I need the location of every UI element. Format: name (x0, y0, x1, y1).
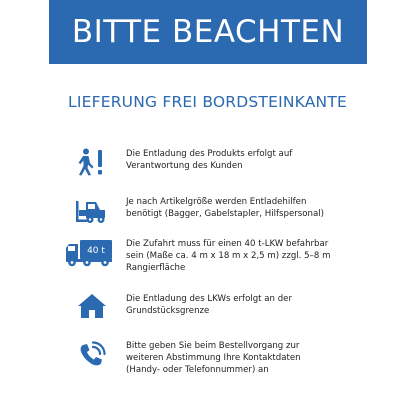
page-title: BITTE BEACHTEN (71, 14, 345, 50)
notice-text: Je nach Artikelgröße werden Entladehilfen benötigt (Bagger, Gabelstapler, Hilfspersonal) (126, 197, 324, 219)
notice-text: Die Entladung des LKWs erfolgt an der Grundstücksgrenze (126, 294, 293, 316)
notice-text: Die Entladung des Produkts erfolgt auf Verantwortung des Kunden (126, 149, 293, 171)
notice-item-responsibility (70, 148, 370, 196)
truck-icon (64, 238, 114, 266)
phone-icon (70, 340, 114, 368)
page-subtitle: LIEFERUNG FREI BORDSTEINKANTE (67, 93, 348, 111)
notice-item-unloading-aids (70, 196, 370, 244)
notice-item-access-road (70, 238, 370, 286)
notice-text: Die Zufahrt muss für einen 40 t-LKW befahrbar sein (Maße ca. 4 m x 18 m x 2,5 m) zzgl. 5–8 m Rangierfläche (126, 239, 331, 273)
person-warning-icon (70, 148, 114, 176)
truck-weight-badge: 40 t (87, 246, 105, 256)
forklift-icon (70, 196, 114, 224)
header-banner (49, 0, 367, 64)
notice-text: Bitte geben Sie beim Bestellvorgang zur weiteren Abstimmung Ihre Kontaktdaten (Handy- oder Telefonnummer) an (126, 341, 301, 375)
notice-item-contact-data (70, 340, 370, 388)
house-icon (70, 293, 114, 321)
notice-item-property-line (70, 293, 370, 341)
